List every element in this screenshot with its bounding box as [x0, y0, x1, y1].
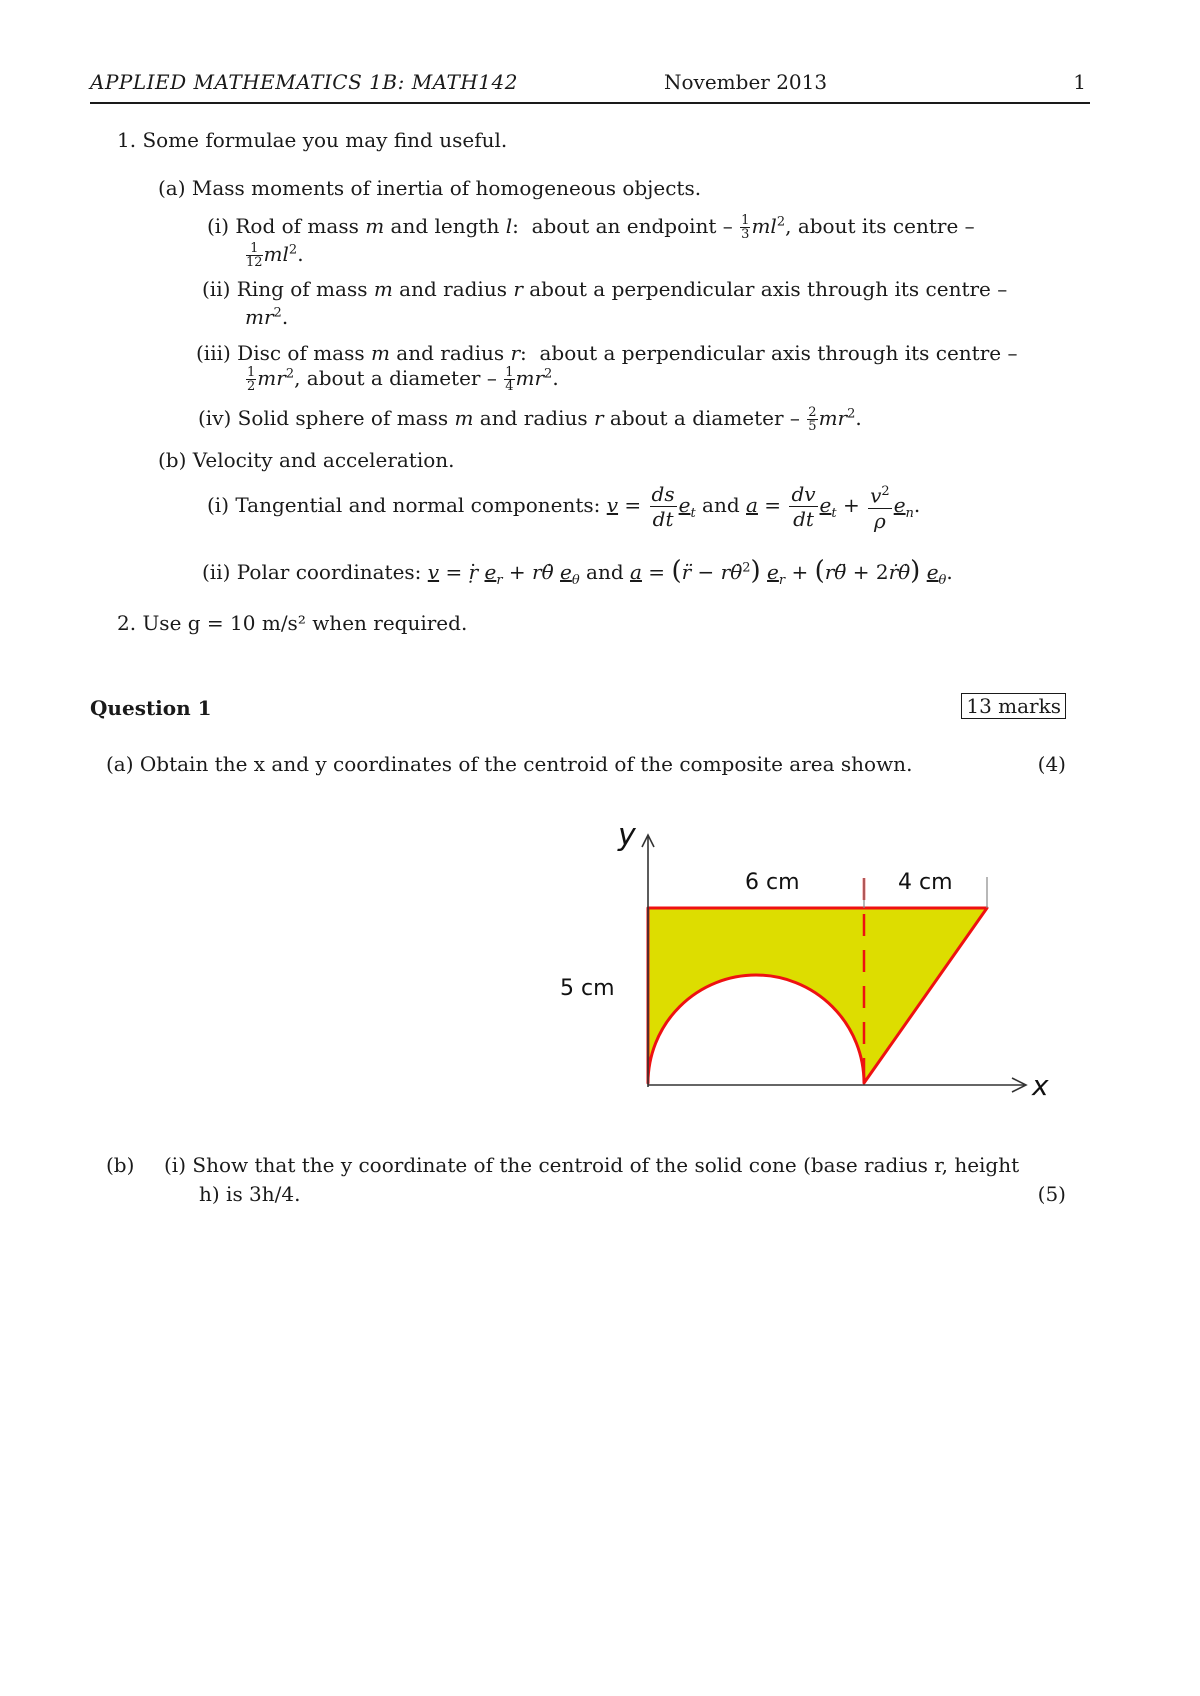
question-1-title: Question 1 [90, 696, 212, 720]
formula-tangential: (i) Tangential and normal components: v = $\frac{ds}{dt}$ $e_t$ and a = $\frac{dv}{dt}$ $e_t$ + $\frac{v^2}{\rho}$ $e_n$. [207, 481, 921, 533]
exam-date: November 2013 [664, 70, 828, 94]
note-1a-text: Mass moments of inertia of homogeneous objects. [191, 176, 702, 200]
note-2-number: 2. [117, 611, 137, 635]
note-1b [158, 448, 455, 472]
x-axis-label: x [1032, 1069, 1049, 1102]
note-1-number: 1. [117, 128, 137, 152]
question-1a-label: (a) [106, 752, 134, 776]
question-1a [106, 752, 912, 776]
question-1b [106, 1153, 134, 1177]
formula-ring: (ii) Ring of mass m and radius r about a perpendicular axis through its centre – [202, 277, 1008, 301]
question-1a-marks: (4) [1037, 752, 1066, 776]
formula-disc-label: (iii) [196, 341, 231, 365]
note-2-text: Use g = 10 m/s² when required. [142, 611, 468, 635]
formula-sphere: (iv) Solid sphere of mass m and radius r about a diameter – $\frac{2}{5}$ $mr^2$. [198, 405, 862, 434]
note-1 [117, 128, 507, 152]
page-header [90, 70, 1090, 104]
width-label-6cm: 6 cm [745, 870, 800, 895]
question-1bi-text-1: Show that the y coordinate of the centroid of the solid cone (base radius r, height [192, 1153, 1020, 1177]
formula-polar: (ii) Polar coordinates: v = ṛ̇ $e_r$ + rθ̇ $e_\theta$ and a = (r̈ − rθ̇$^2$) $e_r$ + (rθ̈ + 2ṙθ̇) $e_\theta$. [202, 556, 953, 588]
note-1-text: Some formulae you may find useful. [142, 128, 508, 152]
question-1a-text: Obtain the x and y coordinates of the centroid of the composite area shown. [139, 752, 913, 776]
width-label-4cm: 4 cm [898, 870, 953, 895]
question-1bi-text-2: h) is 3h/4. [199, 1182, 301, 1206]
note-2 [117, 611, 467, 635]
marks-box: 13 marks [961, 693, 1066, 719]
note-1a [158, 176, 701, 200]
composite-area-figure [540, 815, 1100, 1115]
note-1b-text: Velocity and acceleration. [192, 448, 455, 472]
formula-rod: (i) Rod of mass m and length l: about an endpoint – $\frac{1}{3}$ $ml^2$, about its centre – [207, 213, 975, 242]
question-1bi-marks: (5) [1037, 1182, 1066, 1206]
height-label-5cm: 5 cm [560, 976, 615, 1001]
page-number: 1 [1073, 70, 1086, 94]
course-title: APPLIED MATHEMATICS 1B: MATH142 [90, 70, 518, 94]
note-1b-label: (b) [158, 448, 187, 472]
y-axis-label: y [618, 818, 636, 853]
formula-rod-cont: $\frac{1}{12}$ $ml^2$. [246, 241, 304, 270]
formula-ring-cont: $mr^2$. [245, 305, 289, 329]
note-1a-label: (a) [158, 176, 186, 200]
formula-rod-label: (i) [207, 214, 230, 238]
composite-area-shape [648, 908, 987, 1083]
formula-disc-cont: $\frac{1}{2}$ $mr^2$, about a diameter – $\frac{1}{4}$ $mr^2$. [247, 365, 559, 394]
formula-sphere-label: (iv) [198, 406, 232, 430]
question-1bi [164, 1153, 1019, 1177]
formula-polar-label: (ii) [202, 560, 231, 584]
formula-disc: (iii) Disc of mass m and radius r: about a perpendicular axis through its centre – [196, 341, 1018, 365]
question-1bi-label: (i) [164, 1153, 187, 1177]
formula-ring-label: (ii) [202, 277, 231, 301]
question-1-marks [961, 694, 1066, 718]
question-1b-label: (b) [106, 1153, 135, 1177]
formula-tangential-label: (i) [207, 492, 230, 517]
